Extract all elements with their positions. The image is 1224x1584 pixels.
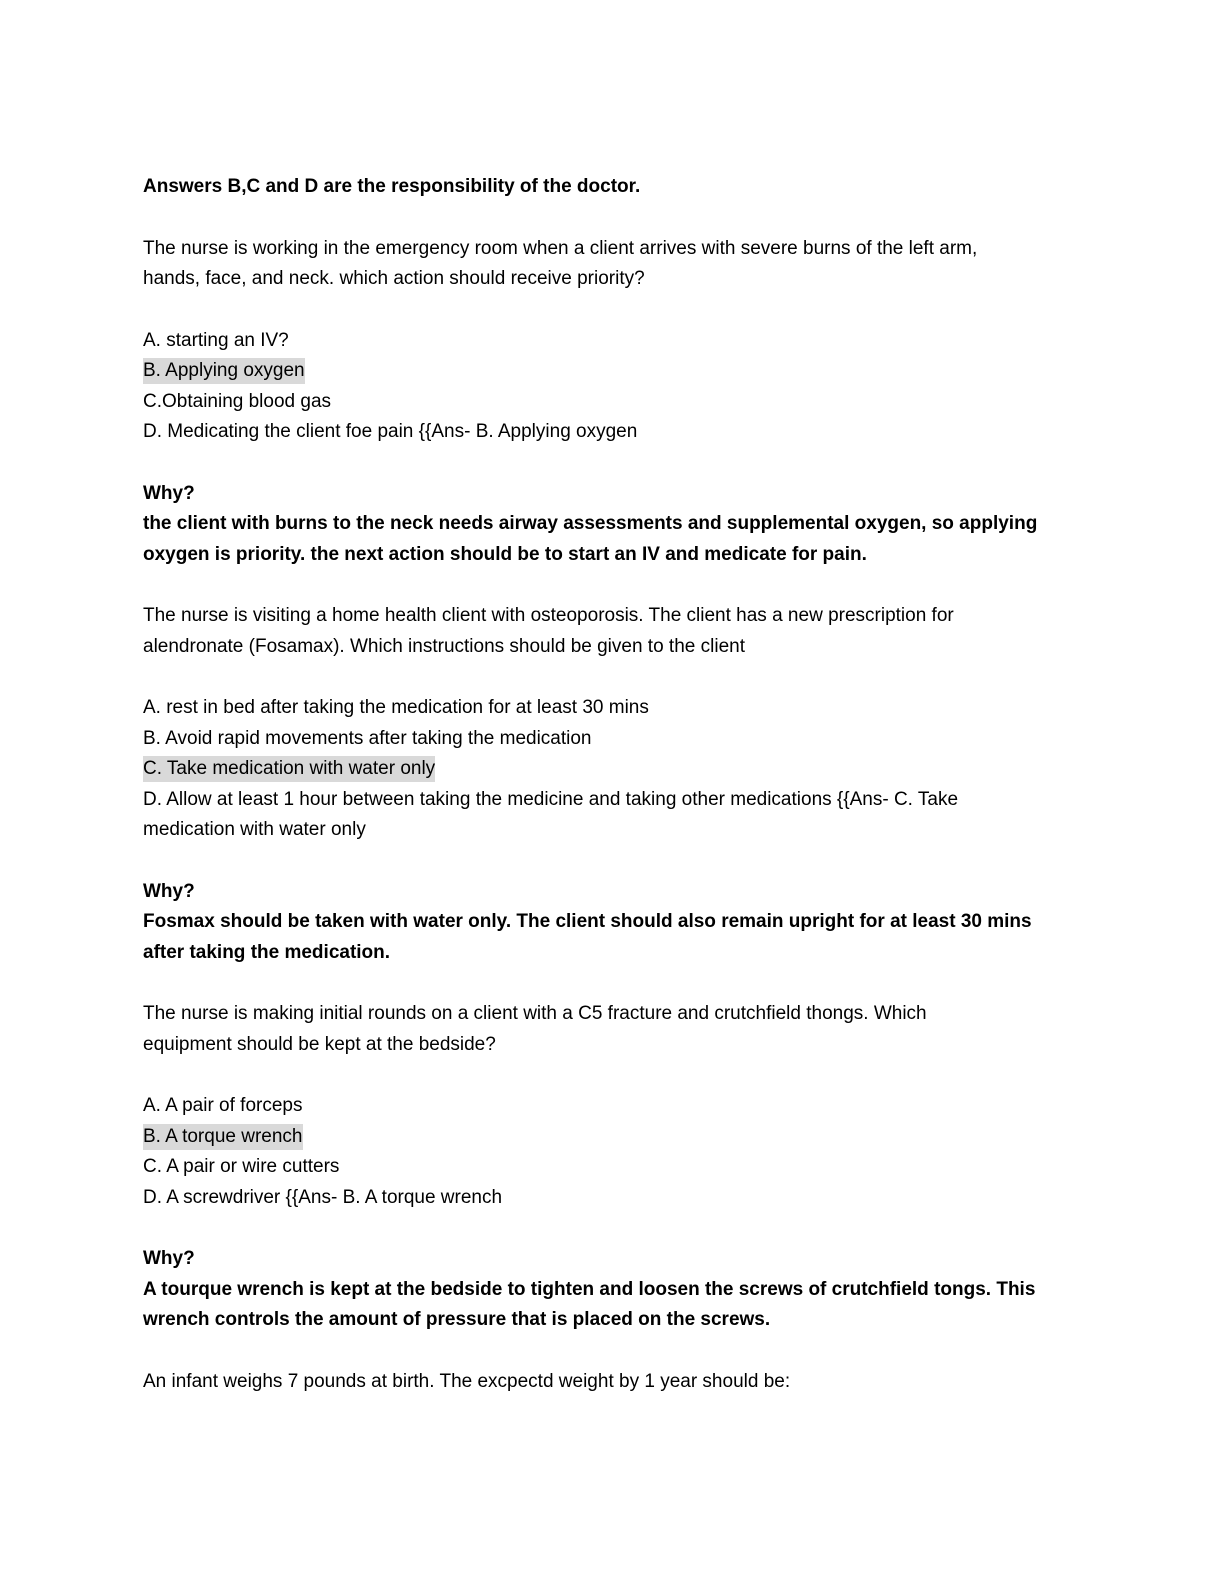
rationale-line: after taking the medication. [143,941,391,963]
answer-option-d: D. A screwdriver {{Ans- B. A torque wrench [143,1186,503,1208]
answer-option-b: B. Avoid rapid movements after taking the medication [143,727,592,749]
spacer [143,662,1043,693]
rationale-line: oxygen is priority. the next action should be to start an IV and medicate for pain. [143,543,867,565]
answer-option-b-correct [143,1122,1043,1153]
question-stem-line: hands, face, and neck. which action should receive priority? [143,268,645,289]
rationale-line: A tourque wrench is kept at the bedside to tighten and loosen the screws of crutchfield tongs. This [143,1278,1036,1300]
question-4 [143,1367,1043,1398]
spacer [143,968,1043,999]
rationale-line: the client with burns to the neck needs airway assessments and supplemental oxygen, so applying [143,513,1038,534]
question-stem-line: The nurse is visiting a home health client with osteoporosis. The client has a new prescription for [143,605,954,626]
spacer [143,295,1043,326]
intro-note: Answers B,C and D are the responsibility of the doctor. [143,176,641,197]
answer-highlight: B. A torque wrench [143,1124,303,1150]
rationale-line: wrench controls the amount of pressure that is placed on the screws. [143,1309,771,1330]
answer-option-d-continued: medication with water only [143,819,366,840]
question-stem-line: equipment should be kept at the bedside? [143,1033,496,1055]
spacer [143,1336,1043,1367]
answer-option-c: C. A pair or wire cutters [143,1156,340,1177]
answer-option-d: D. Allow at least 1 hour between taking the medicine and taking other medications {{Ans- C. Take [143,788,959,810]
spacer [143,570,1043,601]
answer-option-d: D. Medicating the client foe pain {{Ans- B. Applying oxygen [143,421,638,442]
spacer [143,203,1043,234]
why-label: Why? [143,1248,195,1269]
why-label: Why? [143,482,195,504]
spacer [143,846,1043,877]
spacer [143,1060,1043,1091]
spacer [143,1213,1043,1244]
document-page [143,172,1043,1397]
answer-highlight: B. Applying oxygen [143,358,305,384]
answer-option-c: C.Obtaining blood gas [143,390,332,412]
answer-highlight: C. Take medication with water only [143,756,435,782]
rationale-line: Fosmax should be taken with water only. The client should also remain upright for at least 30 mins [143,911,1032,932]
answer-option-b-correct [143,356,1043,387]
question-stem-line: An infant weighs 7 pounds at birth. The excpectd weight by 1 year should be: [143,1370,791,1392]
why-label: Why? [143,880,195,902]
answer-option-a: A. A pair of forceps [143,1095,303,1116]
answer-option-c-correct [143,754,1043,785]
question-stem-line: The nurse is working in the emergency room when a client arrives with severe burns of the left arm, [143,237,978,259]
answer-option-a: A. rest in bed after taking the medication for at least 30 mins [143,697,649,718]
spacer [143,448,1043,479]
question-1 [143,234,1043,571]
answer-option-a: A. starting an IV? [143,329,289,351]
question-stem-line: The nurse is making initial rounds on a client with a C5 fracture and crutchfield thongs. Which [143,1003,927,1024]
question-3 [143,999,1043,1336]
question-stem-line: alendronate (Fosamax). Which instructions should be given to the client [143,635,745,657]
question-2 [143,601,1043,968]
